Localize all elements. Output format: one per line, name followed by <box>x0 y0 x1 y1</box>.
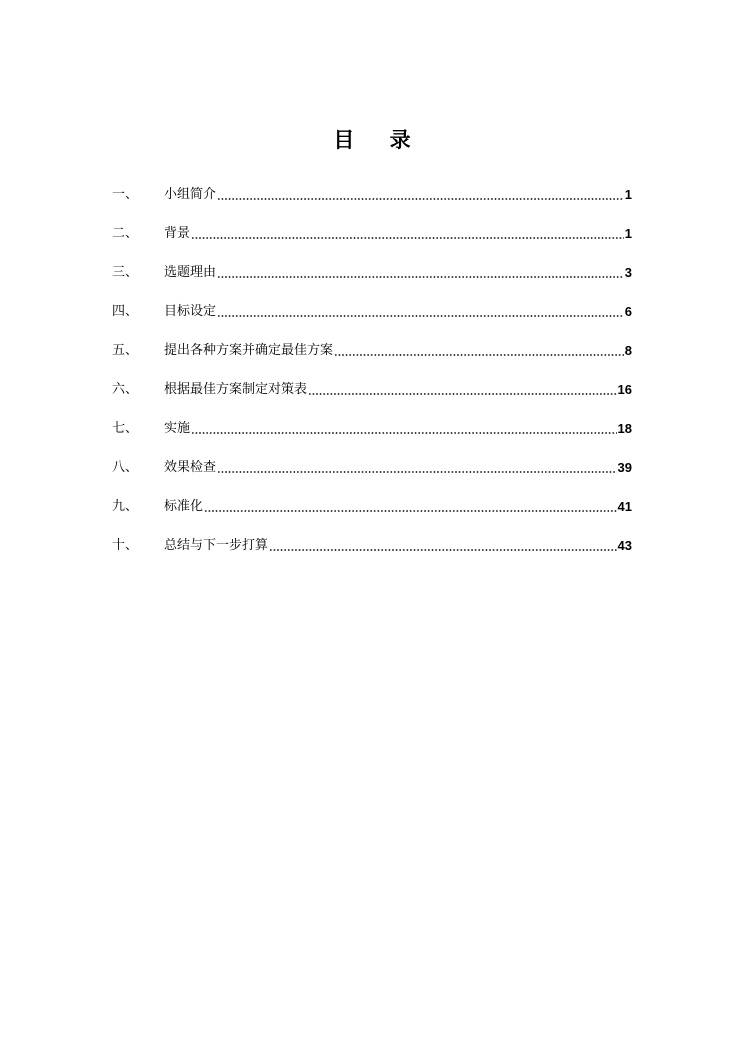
dot-leader <box>308 393 617 395</box>
toc-entry[interactable] <box>112 322 632 361</box>
toc-entry-page: 43 <box>617 538 632 553</box>
toc-entry-page: 39 <box>617 460 632 475</box>
toc-entry-label: 标准化 <box>164 499 204 514</box>
toc-entry[interactable] <box>112 439 632 478</box>
toc-entry-number: 四、 <box>112 304 139 319</box>
toc-entry[interactable] <box>112 166 632 205</box>
toc-title: 目 录 <box>333 128 425 152</box>
dot-leader <box>217 471 617 473</box>
toc-entry-label: 背景 <box>164 226 191 241</box>
toc-entry-number: 十、 <box>112 538 139 553</box>
toc-entry-page: 1 <box>624 187 632 202</box>
toc-entry[interactable] <box>112 283 632 322</box>
dot-leader <box>217 276 624 278</box>
toc-entry-number: 二、 <box>112 226 139 241</box>
toc-entry-number: 五、 <box>112 343 139 358</box>
toc-entry-number: 六、 <box>112 382 139 397</box>
toc-entry-number: 三、 <box>112 265 139 280</box>
toc-entry[interactable] <box>112 244 632 283</box>
dot-leader <box>191 432 617 434</box>
toc-entry-label: 提出各种方案并确定最佳方案 <box>164 343 334 358</box>
toc-entry-page: 3 <box>624 265 632 280</box>
toc-entry-number: 九、 <box>112 499 139 514</box>
toc-entry-label: 实施 <box>164 421 191 436</box>
toc-entry-page: 6 <box>624 304 632 319</box>
toc-list <box>112 166 632 556</box>
toc-entry-label: 小组简介 <box>164 187 217 202</box>
toc-entry-number: 一、 <box>112 187 139 202</box>
dot-leader <box>269 549 617 551</box>
toc-entry[interactable] <box>112 517 632 556</box>
toc-entry[interactable] <box>112 478 632 517</box>
toc-entry-label: 选题理由 <box>164 265 217 280</box>
dot-leader <box>217 198 624 200</box>
dot-leader <box>217 315 624 317</box>
toc-entry-page: 1 <box>624 226 632 241</box>
toc-entry-label: 总结与下一步打算 <box>164 538 269 553</box>
dot-leader <box>334 354 624 356</box>
toc-entry-page: 18 <box>617 421 632 436</box>
toc-entry-label: 效果检查 <box>164 460 217 475</box>
toc-entry-label: 目标设定 <box>164 304 217 319</box>
dot-leader <box>191 237 624 239</box>
toc-entry-page: 8 <box>624 343 632 358</box>
toc-entry-page: 16 <box>617 382 632 397</box>
toc-entry-number: 八、 <box>112 460 139 475</box>
toc-entry-label: 根据最佳方案制定对策表 <box>164 382 308 397</box>
toc-entry[interactable] <box>112 400 632 439</box>
toc-entry[interactable] <box>112 361 632 400</box>
toc-entry[interactable] <box>112 205 632 244</box>
dot-leader <box>204 510 617 512</box>
toc-entry-number: 七、 <box>112 421 139 436</box>
toc-entry-page: 41 <box>617 499 632 514</box>
